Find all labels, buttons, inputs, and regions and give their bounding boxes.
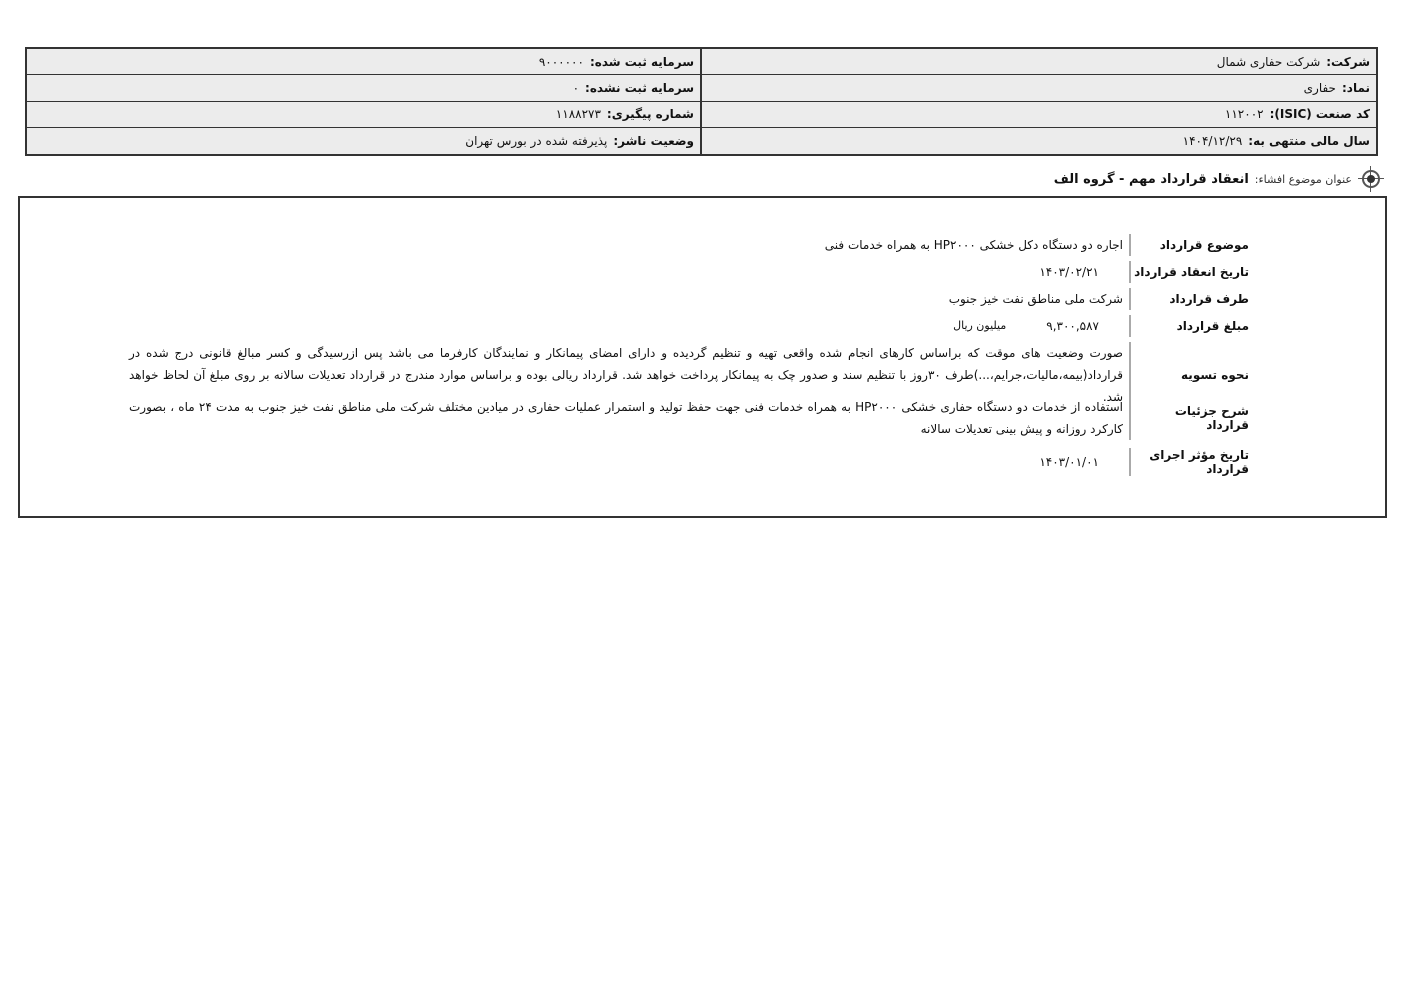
publisher-status-label: وضعیت ناشر: [613, 133, 694, 148]
details-label: شرح جزئیات قرارداد [1174, 404, 1249, 432]
divider [1129, 261, 1131, 283]
capital-registered-label: سرمایه ثبت شده: [589, 54, 694, 69]
tracking-label: شماره پیگیری: [606, 107, 694, 122]
contract-details-box [18, 196, 1387, 518]
fiscal-year-value: ۱۴۰۴/۱۲/۲۹ [1182, 133, 1243, 148]
effective-date-row [129, 448, 1255, 476]
amount-unit: میلیون ریال [953, 319, 1007, 332]
contract-date-row [129, 261, 1255, 283]
capital-unregistered-value: ۰ [572, 80, 580, 95]
company-value: شرکت حفاری شمال [1216, 54, 1321, 69]
contract-amount-label: مبلغ قرارداد [1176, 319, 1249, 333]
capital-unregistered-cell [27, 75, 700, 101]
tracking-cell [27, 102, 700, 128]
contract-subject-value: اجاره دو دستگاه دکل خشکی HP۲۰۰۰ به همراه خدمات فنی [824, 238, 1123, 252]
symbol-value: حفاری [1303, 80, 1336, 95]
contract-date-value: ۱۴۰۳/۰۲/۲۱ [1039, 265, 1099, 279]
publisher-status-value: پذیرفته شده در بورس تهران [465, 133, 608, 148]
company-info-table [25, 47, 1378, 156]
divider [1129, 448, 1131, 476]
subject-label: عنوان موضوع افشاء: [1254, 172, 1352, 186]
capital-registered-value: ۹۰۰۰۰۰۰ [538, 54, 584, 69]
symbol-label: نماد: [1341, 80, 1370, 95]
publisher-status-cell [27, 128, 700, 154]
divider [1129, 315, 1131, 337]
company-label: شرکت: [1326, 54, 1370, 69]
symbol-cell [700, 75, 1376, 101]
isic-value: ۱۱۲۰۰۲ [1224, 107, 1264, 122]
effective-date-value: ۱۴۰۳/۰۱/۰۱ [1039, 455, 1099, 469]
fiscal-year-cell [700, 128, 1376, 154]
contract-subject-row [129, 234, 1255, 256]
settlement-label: نحوه تسویه [1181, 368, 1249, 382]
fiscal-year-label: سال مالی منتهی به: [1248, 133, 1370, 148]
contract-party-label: طرف قرارداد [1169, 292, 1249, 306]
company-cell [700, 49, 1376, 75]
contract-amount-row [129, 315, 1255, 337]
effective-date-label: تاریخ مؤثر اجرای قرارداد [1149, 448, 1249, 476]
contract-date-label: تاریخ انعقاد قرارداد [1134, 265, 1249, 279]
details-value: استفاده از خدمات دو دستگاه حفاری خشکی HP۲۰۰۰ به همراه خدمات فنی جهت حفظ تولید و استمرار عملیات حفاری در میادین مختلف شرکت ملی مناطق نفت خیز جنوب به مدت ۲۴ ماه ، بصورت کارکرد روزانه و پیش بینی تعدیلات سالانه [129, 400, 1123, 436]
subject-title: انعقاد قرارداد مهم - گروه الف [1053, 171, 1249, 187]
capital-unregistered-label: سرمایه ثبت نشده: [585, 80, 694, 95]
isic-label: کد صنعت (ISIC): [1269, 107, 1370, 122]
amount-group [129, 315, 1099, 337]
details-row [129, 396, 1255, 440]
contract-party-value: شرکت ملی مناطق نفت خیز جنوب [948, 292, 1123, 306]
divider [1129, 288, 1131, 310]
settlement-value: صورت وضعیت های موقت که براساس کارهای انجام شده واقعی تهیه و تنظیم گردیده و دارای امضای پیمانکار و نمایندگان کارفرما می باشد پس ازرسیدگی و کسر مبالغ قانونی درج شده در قرارداد(بیمه،مالیات،جرایم،...)طرف ۳۰روز با تنظیم سند و صدور چک به پیمانکار پرداخت خواهد شد. قرارداد ریالی بوده و براساس موارد مندرج در قرارداد تعدیلات سالانه بر روی مبلغ آن لحاظ خواهد شد. [129, 346, 1123, 404]
contract-subject-label: موضوع قرارداد [1159, 238, 1249, 252]
divider [1129, 396, 1131, 440]
tracking-value: ۱۱۸۸۲۷۳ [555, 107, 601, 122]
capital-registered-cell [27, 49, 700, 75]
disclosure-subject [1054, 166, 1384, 192]
target-icon [1358, 166, 1384, 192]
contract-party-row [129, 288, 1255, 310]
contract-amount-value: ۹,۳۰۰,۵۸۷ [1046, 319, 1099, 333]
isic-cell [700, 102, 1376, 128]
divider [1129, 234, 1131, 256]
